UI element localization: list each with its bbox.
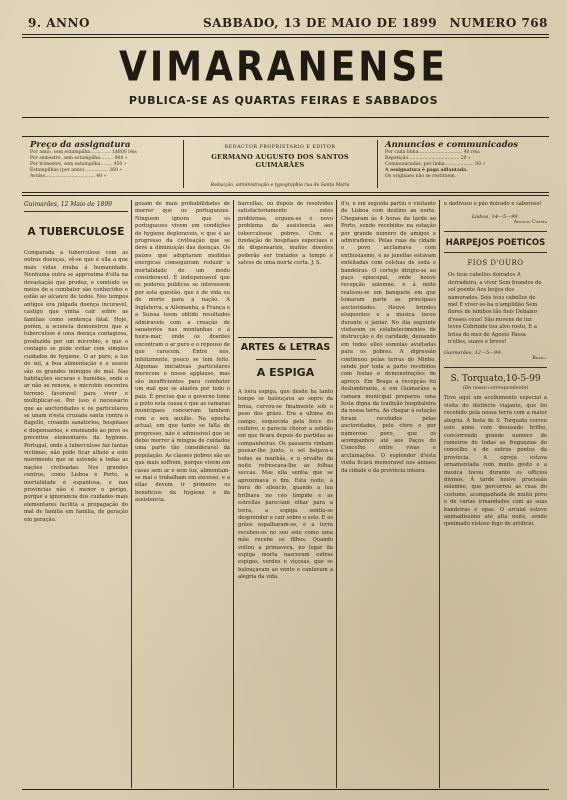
info-rule-top [22, 136, 549, 137]
article-body-tuberculose: Comparada a tuberculose com as outras doenças, vê-se que é ella a que mais vidas rouba á humanidade. Nenhuma outra se approxima d'ella na devastação que produz, e comtudo os meios de a combater são conhecidos e estão ao alcance de todos. Nos tempos antigos era julgada doença incuravel, castigo que vinha cair sobre as familias como sentença fatal. Hoje, porém, a sciencia demonstrou que a tuberculose é uma doença contagiosa, produzida por um microbio, e que o contagio se póde evitar com simples cuidados de hygiene. O ar puro, a luz do sol, a boa alimentação e o asseio são os grandes inimigos do mal. Nas habitações escuras e humidas, onde o ar não se renova, o microbio encontra terreno favoravel para viver e multiplicar-se. Por isso é necessario que as auctoridades e os particulares se unam n'esta cruzada santa contra o flagello, creando sanatorios, hospitaes e dispensarios, e ensinando ao povo os preceitos elementares da hygiene. Portugal, onde a tuberculose faz tantas victimas, não póde ficar alheio a este movimento que se estende a todas as nações civilisadas. Nos grandes centros, como Lisboa e Porto, a mortalidade é espantosa, e nas provincias não é menor o perigo, porque a ignorancia dos cuidados mais elementares facilita a propagação do mal de familia em familia, de geração em geração. [24, 250, 128, 523]
editor-label: REDACTOR PROPRIETARIO E EDITOR [224, 145, 336, 150]
ads-line: A assignatura é paga adiantada. [385, 168, 468, 173]
poem-ending-dateline: Lisboa, 14—5—99. [471, 214, 520, 221]
subscription-line: Por semestre, sem estampilha......... 900 » [30, 156, 128, 161]
column-1 [24, 201, 128, 787]
subscription-title: Preço da assignatura [30, 140, 131, 150]
masthead-title: VIMARANENSE [119, 43, 448, 92]
info-divider-right [377, 140, 378, 188]
subscription-line: Por trimestre, sem estampilha........ 450 » [30, 162, 127, 167]
column-divider [439, 200, 440, 788]
ads-line: Os originaes não se restituem. [385, 174, 457, 179]
poem-signature: Brasil. [532, 356, 547, 362]
news-heading-torquato: S. Torquato,10-5-99 [450, 374, 541, 385]
article-body-continued: gosam de mais probabilidades de morrer que os portuguezes. Ninguem ignora que os portuguezes vivem em condições de hygiene deploraveis, e que é ao progresso da civilisação que se deve a diminuição das doenças. Os paizes que adoptaram medidas energicas conseguiram reduzir a mortalidade de um modo consideravel. É indispensavel que os poderes publicos se interessem por esta questão, que é de vida ou de morte para a nação. A Inglaterra, a Allemanha, a França e a Suissa teem obtido resultados admiraveis com a creação de sanatorios nas montanhas e á beira-mar, onde os doentes encontram o ar puro e o repouso de que carecem. Entre nós, infelizmente, pouco se tem feito. Algumas iniciativas particulares merecem o nosso applauso, mas são insufficientes para combater um mal que se alastra por todo o paiz. É preciso que o governo tome a peito esta causa e que as camaras municipaes concorram tambem com o seu auxilio. Na epocha actual, em que tanto se falla de progresso, não é admissivel que se deixe morrer á mingua de cuidados uma parte tão consideravel da população. As classes pobres são as que mais soffrem, porque vivem em casas sem ar e sem luz, alimentam-se mal e trabalham em excesso, e a ellas devem ir primeiro os beneficios da hygiene e da assistencia. [135, 201, 230, 504]
editor-name: GERMANO AUGUSTO DOS SANTOS GUIMARÃES [211, 153, 349, 169]
section-heading-harpejos: HARPEJOS POETICOS [445, 238, 546, 249]
article-body-end: barcellas, ou depois de resolvidos satisfactoriamente estes problemas, ergueu-se o novo problema da assistencia aos tuberculosos pobres. Com a fundação de hospitaes especiaes e de dispensarios, muitos doentes poderão ser tratados a tempo e salvos de uma morte certa. J. S. [238, 201, 333, 267]
news-correspondent-note: (Do nosso correspondente) [462, 386, 529, 392]
ads-line: Por cada linha.............................. 40 réis [385, 150, 480, 155]
subscription-line: Avulso.................................. 40 » [30, 174, 107, 179]
header-rule-top [22, 34, 549, 35]
info-rule-bottom-2 [22, 195, 549, 196]
poem-ending-signature: Antonio Corrêa [513, 220, 547, 226]
editor-box [188, 145, 372, 188]
poem-dateline: Guimarães, 12—5—99. [444, 350, 503, 357]
column-divider [233, 200, 234, 788]
news-body-torquato: Teve aqui um acolhimento especial a visita do distincto viajante, que foi recebido pela nossa terra com a maior alegria. A festa de S. Torquato correu este anno com desusado brilho, concorrendo grande numero de romeiros de todas as freguezias do concelho e de outros pontos da provincia. A egreja estava ornamentada com muito gosto e a musica tocou durante os officios divinos. Á tarde houve procissão solemne, que percorreu as ruas do costume, acompanhada de muito povo e de varias irmandades com as suas bandeiras e opas. O arraial esteve animadissimo até alta noite, sendo queimado vistoso fogo de artificio. [444, 395, 547, 528]
masthead-rule [22, 117, 549, 118]
poem-title: FIOS D'OURO [467, 259, 524, 268]
admin-line: Redacção, administração e typographia rua de Santa Maria [210, 183, 350, 188]
story-body-espiga: A loira espiga, que desde ha tanto tempo se balouçava ao sopro da brisa, curvou-se finalmente sob o peso dos grãos. Era a ultima do campo, esquecida pela foice do ceifeiro, e parecia chorar a solidão em que ficara depois de partidas as companheiras. Os passaros vinham pousar-lhe junto, o sol beijava-a todas as manhãs, e o orvalho da noite refrescava-lhe as folhas seccas. Mas ella sentia que se aproximava o fim. Esta noite, á hora do silencio, quando a lua brilhava no céo limpido e as estrellas pareciam olhar para a terra, a espiga sentiu-se desprender e cair sobre o solo. E os grãos espalharam-se, e a terra recebeu-os no seu seio como uma mãe recebe os filhos. Quando voltou a primavera, no logar da espiga morta nasceram outras espigas, verdes e viçosas, que se balouçavam ao vento e cantavam a alegria da vida. [238, 389, 333, 581]
poem-body: Os teus cabellos doirados A derradeira, a viver Sem brandos de sol poente Aos beijos dos namorados. Sois teus cabellos de mel E viver-se-ha n'amplidão Sem flores de nimbos tão fieis Debaixo d'esses céus! São nuvens de luz leves Cobrindo teu alvo rosto, E a brisa do mez de Agosto Passa n'elles, suave e breve! [448, 272, 542, 346]
ads-line: Repetição................................... 20 » [385, 156, 471, 161]
edition-label: 9. ANNO [28, 16, 90, 30]
column-5 [444, 201, 547, 787]
page-bottom-rule [22, 789, 549, 790]
column-3 [238, 201, 333, 787]
column-2 [135, 201, 230, 787]
subscription-line: Por anno, sem estampilha.............. 1$800 réis [30, 150, 137, 155]
column-divider [336, 200, 337, 788]
article-heading-tuberculose: A TUBERCULOSE [27, 226, 125, 238]
poem-ending-text: e dadivoso o pão doirado e saboroso! [444, 201, 542, 207]
column-1-dateline: Guimarães, 12 Maio de 1899 [24, 201, 113, 208]
article-body-visit: d'o, e em seguida partiu o visitante de Lisboa com destino ao norte. Chegaram ás 4 horas da tarde ao Porto, sendo recebidos na estação por grande numero de amigos e admiradores. Pelas ruas da cidade o povo acclamava com enthusiasmo, e as janellas estavam enfeitadas com colchas de seda e bandeiras. O cortejo dirigiu-se ao paço episcopal, onde houve recepção solemne, e á noite realisou-se um banquete em que tomaram parte as principaes auctoridades. Houve brindes eloquentes e a musica tocou durante o jantar. No dia seguinte visitaram os estabelecimentos de instrucção e de caridade, deixando em todos elles esmolas avultadas para os pobres. A digressão continuou pelas terras do Minho, sendo por toda a parte recebidos com festas e demonstrações de apreço. Em Braga a recepção foi deslumbrante, e em Guimarães a camara municipal preparou uma festa digna da tradição hospitaleira da nossa terra. Ao chegar á estação foram recebidos pelas auctoridades, pelo clero e por numeroso povo, que os acompanhou até aos Paços do Concelho entre vivas e acclamações. O esplendor d'esta visita ficará memoravel nos annaes da cidade e da provincia inteira. [341, 201, 436, 474]
info-divider-left [183, 140, 184, 188]
ads-title: Annuncios e communicados [385, 140, 519, 150]
info-rule-bottom [22, 192, 549, 193]
subscription-box [30, 140, 178, 180]
issue-date: SABBADO, 13 DE MAIO DE 1899 [203, 16, 438, 30]
ads-line: Communicados, por linha.................... 60 » [385, 162, 486, 167]
issue-number: NUMERO 768 [449, 16, 548, 30]
section-heading-artes-letras: ARTES & LETRAS [240, 342, 331, 353]
header-rule-top-2 [22, 37, 549, 38]
subscription-line: Estampilhas (por anno)................ 360 » [30, 168, 123, 173]
column-divider [131, 200, 132, 788]
story-heading-espiga: A ESPIGA [256, 366, 315, 379]
column-4 [341, 201, 436, 787]
masthead-subtitle: PUBLICA-SE AS QUARTAS FEIRAS E SABBADOS [128, 94, 439, 107]
ads-box [385, 140, 547, 180]
